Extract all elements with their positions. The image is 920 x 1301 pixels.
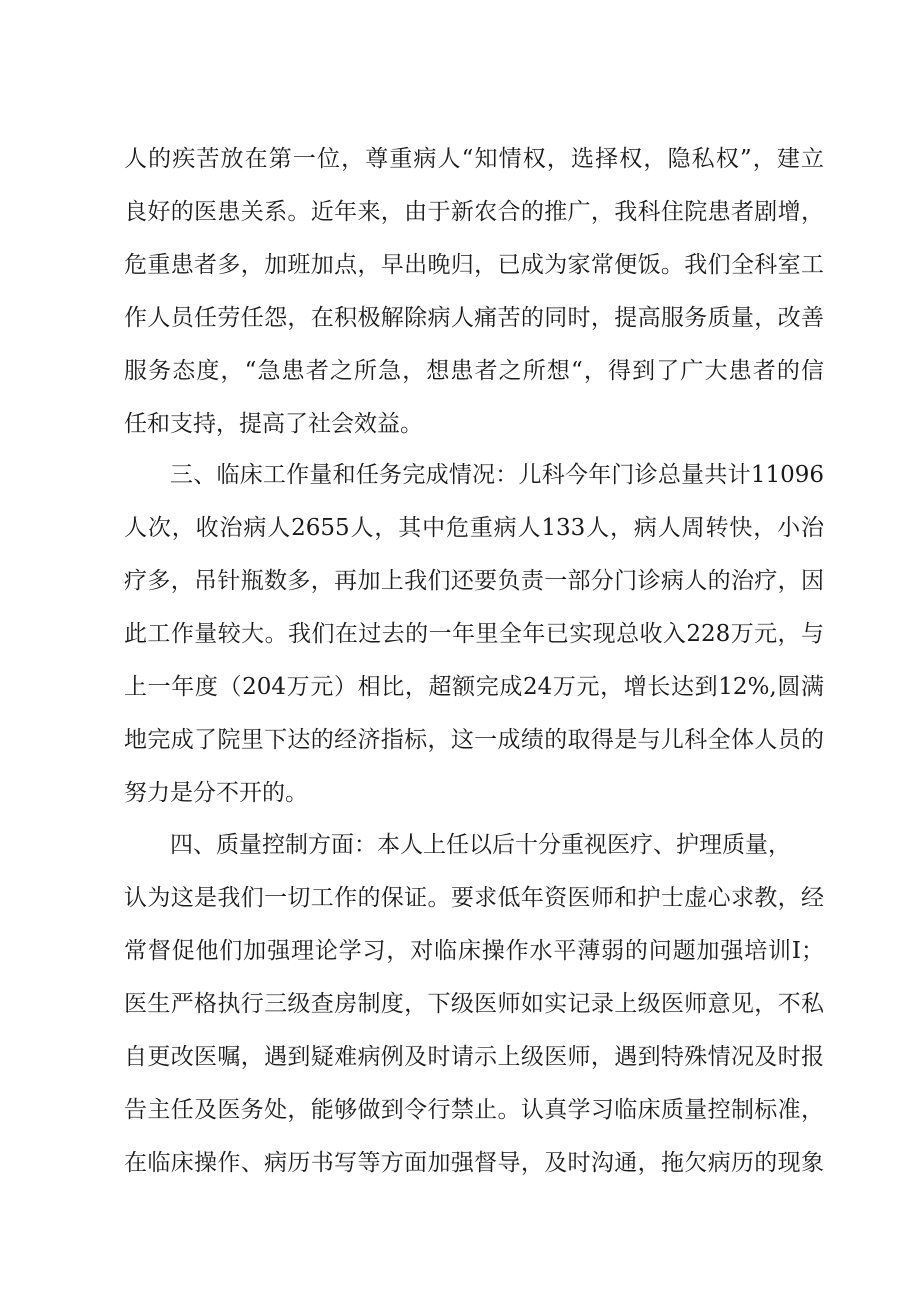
text-line: 服务态度，“急患者之所急，想患者之所想“，得到了广大患者的信 [124,358,824,384]
text-line: 人的疾苦放在第一位，尊重病人“知情权，选择权，隐私权”，建立 [124,146,824,172]
text-line: 疗多，吊针瓶数多，再加上我们还要负责一部分门诊病人的治疗，因 [124,568,824,594]
text-line: 常督促他们加强理论学习，对临床操作水平薄弱的问题加强培训I； [124,938,824,964]
text-line: 努力是分不开的。 [124,780,308,806]
text-line: 上一年度（204万元）相比，超额完成24万元，增长达到12%,圆满 [124,674,824,700]
text-line: 任和支持，提高了社会效益。 [124,411,423,437]
paragraph-heading-line: 四、质量控制方面：本人上任以后十分重视医疗、护理质量， [170,832,791,858]
text-line: 医生严格执行三级查房制度，下级医师如实记录上级医师意见，不私 [124,991,824,1017]
text-line: 人次，收治病人2655人，其中危重病人133人，病人周转快，小治 [124,515,824,541]
paragraph-heading-line: 三、临床工作量和任务完成情况：儿科今年门诊总量共计11096 [170,462,824,488]
text-line: 危重患者多，加班加点，早出晚归，已成为家常便饭。我们全科室工 [124,252,824,278]
text-line: 自更改医嘱，遇到疑难病例及时请示上级医师，遇到特殊情况及时报 [124,1044,824,1070]
text-line: 此工作量较大。我们在过去的一年里全年已实现总收入228万元，与 [124,621,824,647]
text-line: 作人员任劳任怨，在积极解除病人痛苦的同时，提高服务质量，改善 [124,305,824,331]
text-line: 认为这是我们一切工作的保证。要求低年资医师和护士虚心求教，经 [124,885,824,911]
text-line: 在临床操作、病历书写等方面加强督导，及时沟通，拖欠病历的现象 [124,1150,824,1176]
text-line: 告主任及医务处，能够做到令行禁止。认真学习临床质量控制标准， [124,1097,824,1123]
text-line: 地完成了院里下达的经济指标，这一成绩的取得是与儿科全体人员的 [124,727,824,753]
text-line: 良好的医患关系。近年来，由于新农合的推广，我科住院患者剧增， [124,199,824,225]
